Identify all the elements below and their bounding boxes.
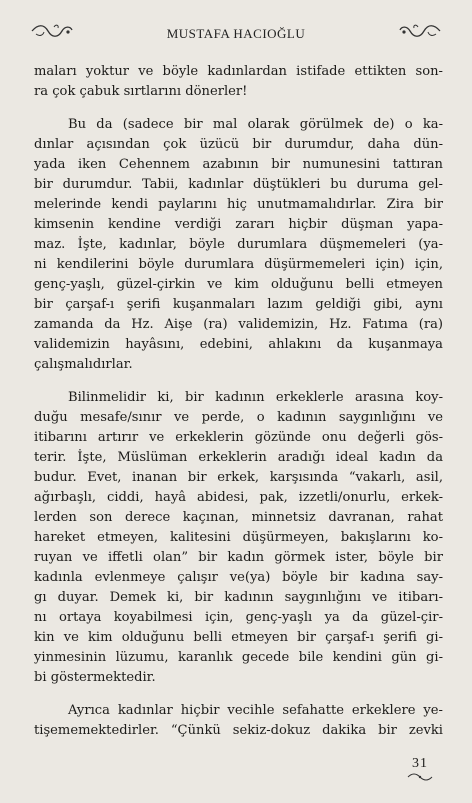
paragraph: [34, 115, 443, 375]
text-line: lerden son derece kaçınan, minnetsiz davranan, rahat: [34, 510, 443, 525]
text-line: maları yoktur ve böyle kadınlardan istifade ettikten son-: [34, 64, 443, 79]
text-line: maz. İşte, kadınlar, böyle durumlara düşmemeleri (ya-: [34, 237, 443, 252]
text-line: yada iken Cehennem azabının bir numunesini tattıran: [34, 157, 443, 172]
text-line: Bilinmelidir ki, bir kadının erkeklerle arasına koy-: [68, 390, 443, 405]
text-line: yinmesinin lüzumu, karanlık gecede bile kendini gün gi-: [34, 650, 443, 665]
paragraph-gap: [34, 688, 443, 701]
text-line: bir çarşaf-ı şerifi kuşanmaları lazım geldiği gibi, aynı: [34, 297, 443, 312]
paragraph: [34, 62, 443, 102]
paragraph: [34, 388, 443, 688]
text-line: ruyan ve iffetli olan” bir kadın görmek ister, böyle bir: [34, 550, 443, 565]
text-line: zamanda da Hz. Aişe (ra) validemizin, Hz. Fatıma (ra): [34, 317, 443, 332]
text-line: bir durumdur. Tabii, kadınlar düştükleri bu duruma gel-: [34, 177, 443, 192]
text-line: bi göstermektedir.: [34, 670, 156, 685]
body-text: [34, 62, 443, 741]
text-line: kin ve kim olduğunu belli etmeyen bir çarşaf-ı şerifi gi-: [34, 630, 443, 645]
text-line: melerinde kendi paylarını hiç unutmamalıdırlar. Zira bir: [34, 197, 443, 212]
text-line: kimsenin kendine verdiği zararı hiçbir düşman yapa-: [34, 217, 443, 232]
text-line: ra çok çabuk sırtlarını dönerler!: [34, 84, 248, 99]
paragraph-gap: [34, 375, 443, 388]
text-line: Bu da (sadece bir mal olarak görülmek de) o ka-: [68, 117, 443, 132]
text-line: ni kendilerini böyle durumlara düşürmemeleri için) için,: [34, 257, 443, 272]
running-header: [0, 18, 472, 48]
text-line: tişememektedirler. “Çünkü sekiz-dokuz dakika bir zevki: [34, 723, 443, 738]
paragraph-gap: [34, 102, 443, 115]
text-line: çalışmalıdırlar.: [34, 357, 133, 372]
text-line: hareket etmeyen, kalitesini düşürmeyen, bakışlarını ko-: [34, 530, 443, 545]
footer-ornament-icon: [407, 773, 433, 781]
text-line: genç-yaşlı, güzel-çirkin ve kim olduğunu belli etmeyen: [34, 277, 443, 292]
text-line: itibarını artırır ve erkeklerin gözünde onu değerli gös-: [34, 430, 443, 445]
text-line: validemizin hayâsını, edebini, ahlakını da kuşanmaya: [34, 337, 443, 352]
text-line: ağırbaşlı, ciddi, hayâ abidesi, pak, izzetli/onurlu, erkek-: [34, 490, 443, 505]
right-header-ornament-icon: [398, 22, 442, 40]
author-name: MUSTAFA HACIOĞLU: [166, 26, 306, 41]
page-footer: [395, 756, 445, 781]
text-line: duğu mesafe/sınır ve perde, o kadının saygınlığını ve: [34, 410, 443, 425]
text-line: nı ortaya koyabilmesi için, genç-yaşlı ya da güzel-çir-: [34, 610, 443, 625]
paragraph: [34, 701, 443, 741]
text-line: dınlar açısından çok üzücü bir durumdur, daha dün-: [34, 137, 443, 152]
text-line: Ayrıca kadınlar hiçbir vecihle sefahatte erkeklere ye-: [68, 703, 443, 718]
text-line: gı duyar. Demek ki, bir kadının saygınlığını ve itibarı-: [34, 590, 443, 605]
text-line: budur. Evet, inanan bir erkek, karşısında “vakarlı, asil,: [34, 470, 443, 485]
text-line: terir. İşte, Müslüman erkeklerin aradığı ideal kadın da: [34, 450, 443, 465]
text-line: kadınla evlenmeye çalışır ve(ya) böyle bir kadına say-: [34, 570, 443, 585]
page-number: 31: [412, 756, 428, 771]
